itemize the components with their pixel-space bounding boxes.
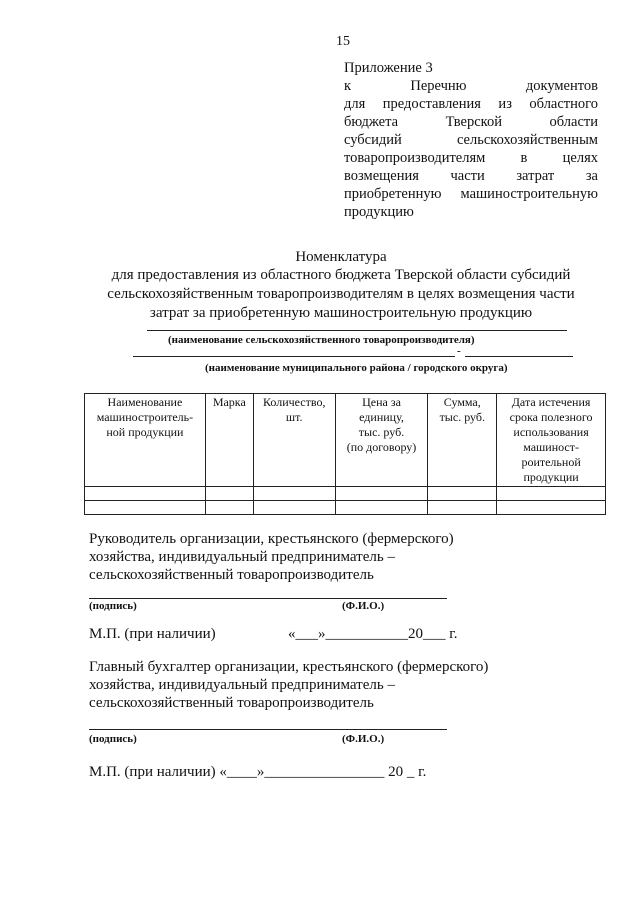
appendix-line: к Перечню документов (344, 78, 598, 94)
stamp-date-field[interactable]: М.П. (при наличии) «____»________________ 20 _ г. (89, 764, 427, 780)
title-line: для предоставления из областного бюджета Тверской области субсидий (111, 267, 571, 283)
appendix-line: субсидий сельскохозяйственным (344, 132, 598, 148)
accountant-line: Главный бухгалтер организации, крестьянского (фермерского) (89, 659, 489, 675)
title-line: сельскохозяйственным товаропроизводителям в целях возмещения части (107, 286, 575, 302)
producer-caption: (наименование сельскохозяйственного товаропроизводителя) (168, 334, 475, 346)
sign-caption: (подпись) (89, 600, 137, 612)
header-name: Наименование машиностроитель- ной продукции (85, 394, 206, 487)
district-field-2[interactable] (465, 356, 573, 357)
cell[interactable] (428, 501, 497, 515)
name-caption: (Ф.И.О.) (342, 600, 385, 612)
head-line: Руководитель организации, крестьянского (фермерского) (89, 531, 454, 547)
cell[interactable] (335, 487, 428, 501)
appendix-line: Приложение 3 (344, 60, 433, 76)
header-quantity: Количество, шт. (253, 394, 335, 487)
table-header-row (85, 394, 606, 487)
accountant-signature-field[interactable] (89, 729, 447, 730)
table-row (85, 487, 606, 501)
cell[interactable] (497, 487, 606, 501)
head-line: хозяйства, индивидуальный предприниматель – (89, 549, 395, 565)
district-caption: (наименование муниципального района / городского округа) (205, 362, 508, 374)
table-row (85, 501, 606, 515)
appendix-line: бюджета Тверской области (344, 114, 598, 130)
name-caption: (Ф.И.О.) (342, 733, 385, 745)
producer-name-field[interactable] (147, 330, 567, 331)
head-signature-field[interactable] (89, 598, 447, 599)
appendix-line: товаропроизводителям в целях (344, 150, 598, 166)
accountant-line: хозяйства, индивидуальный предприниматель – (89, 677, 395, 693)
cell[interactable] (253, 487, 335, 501)
header-expiry-date: Дата истечения срока полезного использования машиност- роительной продукции (497, 394, 606, 487)
district-field[interactable] (133, 356, 455, 357)
header-brand: Марка (205, 394, 253, 487)
appendix-line: продукцию (344, 204, 414, 220)
cell[interactable] (85, 501, 206, 515)
cell[interactable] (205, 487, 253, 501)
head-line: сельскохозяйственный товаропроизводитель (89, 567, 374, 583)
nomenclature-table (84, 393, 606, 515)
sign-caption: (подпись) (89, 733, 137, 745)
appendix-line: возмещения части затрат за (344, 168, 598, 184)
cell[interactable] (205, 501, 253, 515)
dash: - (457, 345, 461, 357)
document-title: Номенклатура (295, 249, 387, 265)
stamp-label: М.П. (при наличии) (89, 626, 216, 642)
header-price: Цена за единицу, тыс. руб. (по договору) (335, 394, 428, 487)
cell[interactable] (335, 501, 428, 515)
cell[interactable] (497, 501, 606, 515)
title-line: затрат за приобретенную машиностроительную продукцию (149, 305, 533, 321)
cell[interactable] (85, 487, 206, 501)
page-number: 15 (336, 34, 350, 49)
appendix-line: приобретенную машиностроительную (344, 186, 598, 202)
appendix-block (344, 59, 598, 221)
date-field[interactable]: «___»___________20___ г. (288, 626, 458, 642)
cell[interactable] (428, 487, 497, 501)
accountant-line: сельскохозяйственный товаропроизводитель (89, 695, 374, 711)
header-sum: Сумма, тыс. руб. (428, 394, 497, 487)
cell[interactable] (253, 501, 335, 515)
appendix-line: для предоставления из областного (344, 96, 598, 112)
